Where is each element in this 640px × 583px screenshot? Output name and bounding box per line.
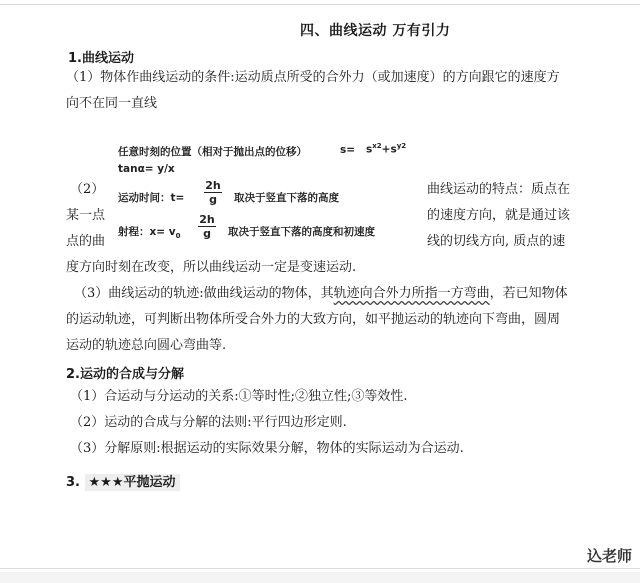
formula-sx: s [366,143,373,156]
section2-item-3: （3）分解原则:根据运动的实际效果分解，物体的实际运动为合运动. [70,441,464,456]
formula-line3-label: 运动时间：t= [118,192,185,204]
formula-line1-s: s= [340,144,356,156]
star-rating-icon: ★★★ [88,475,124,490]
formula-line4-label-text: 射程：x= v [118,226,176,238]
section1-heading: 1.曲线运动 [68,51,134,66]
section1-p2-right1: 的速度方向，就是通过该 [427,208,571,223]
formula-line4-fraction [198,213,216,240]
formula-line4-desc: 取决于竖直下落的高度和初速度 [228,226,375,238]
formula-sy-sq: 2 [401,142,407,150]
formula-plus: + [381,143,391,156]
section2-heading: 2.运动的合成与分解 [66,367,184,382]
formula-sx-sq: 2 [376,142,382,150]
formula-line1-rhs [366,142,406,156]
section1-p2-label: （2） [70,182,105,197]
formula-sy: s [390,143,397,156]
section1-p2-right2: 线的切线方向, 质点的速 [427,234,566,249]
formula-image [118,140,420,258]
formula-line3-desc: 取决于竖直下落的高度 [234,192,339,204]
section1-p3-line1 [74,281,568,307]
bottom-divider [0,568,640,569]
formula-line2: tanα= y/x [118,163,175,175]
section1-p2-left1: 某一点 [66,208,106,223]
formula-line4-sub: 0 [175,232,181,241]
section1-p2-line4: 度方向时刻在改变，所以曲线运动一定是变速运动. [66,260,357,275]
formula-line4-label [118,224,180,240]
section1-p1-line1: （1）物体作曲线运动的条件:运动质点所受的合外力（或加速度）的方向跟它的速度方 [66,70,560,85]
formula-line3-den: g [209,193,217,206]
section1-p3-emphasis: 轨迹向合外力所指一方弯曲 [333,286,490,301]
watermark-logo: 込老师 [586,547,632,565]
formula-sx-sub: x [372,142,377,150]
section2-item-2: （2）运动的合成与分解的法则:平行四边形定则. [70,415,347,430]
section3-title [85,474,180,491]
formula-line3-num: 2h [205,179,221,192]
footer-strip [0,572,640,583]
section1-p3-line2: 的运动轨迹，可判断出物体所受合外力的大致方向，如平抛运动的轨迹向下弯曲，圆周 [66,312,561,327]
section3-number: 3. [66,475,80,490]
section3-title-text: 平抛运动 [123,475,176,490]
section1-p3-part-c: ，若已知物体 [489,286,568,301]
formula-line4-num: 2h [199,213,215,226]
section1-p2-right0: 曲线运动的特点：质点在 [427,182,571,197]
section2-item-1: （1）合运动与分运动的关系:①等时性;②独立性;③等效性. [70,389,408,404]
formula-line3-fraction [204,179,222,206]
formula-sy-sub: y [396,142,402,150]
section1-p3-part-a: （3）曲线运动的轨迹:做曲线运动的物体，其 [74,286,334,301]
section3-heading [66,471,180,490]
section1-p1-line2: 向不在同一直线 [66,96,158,111]
formula-line4-den: g [203,227,211,240]
top-divider [0,4,640,5]
formula-line1-text: 任意时刻的位置（相对于抛出点的位移） [118,146,307,158]
section1-p2-left2: 点的曲 [66,234,106,249]
section1-p3-line3: 运动的轨迹总向圆心弯曲等. [66,338,227,353]
page-title: 四、曲线运动 万有引力 [300,23,451,39]
